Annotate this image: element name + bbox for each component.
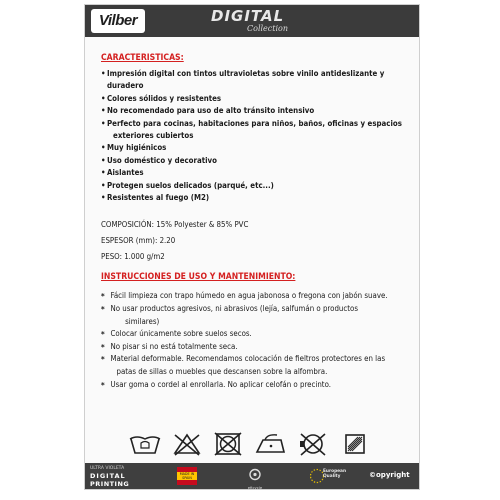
instruction-item: * Material deformable. Recomendamos colocación de fieltros protectores en las: [101, 352, 410, 365]
instruction-item: * Fácil limpieza con trapo húmedo en agua jabonosa o fregona con jabón suave.: [101, 289, 410, 302]
brand-sub-text: Collection: [247, 24, 289, 33]
list-item: • Perfecto para cocinas, habitaciones para niños, baños, oficinas y espacios: [101, 117, 410, 129]
footer-line1: ULTRA VIOLETA: [90, 466, 125, 471]
care-symbols: [125, 431, 375, 457]
iron-icon: [251, 431, 291, 457]
header-bar: [85, 5, 419, 37]
instruction-item: * Colocar únicamente sobre suelos secos.: [101, 327, 410, 340]
list-item: • Colores sólidos y resistentes: [101, 92, 410, 104]
footer-bar: [85, 463, 419, 489]
characteristics-title: CARACTERISTICAS:: [101, 53, 184, 63]
characteristics-list: [101, 67, 413, 203]
uv-digital-printing-mark: [90, 466, 129, 488]
list-item: • No recomendado para uso de alto tránsito intensivo: [101, 104, 410, 116]
no-dry-clean-icon: [293, 431, 333, 457]
footer-line3: PRINTING: [90, 480, 130, 488]
hand-wash-icon: [125, 431, 165, 457]
composition-text: COMPOSICIÓN: 15% Polyester & 85% PVC: [101, 219, 249, 230]
footer-line2: DIGITAL: [90, 472, 126, 480]
specs-block: [101, 216, 413, 264]
copyright-mark: ©opyright: [369, 471, 410, 479]
instructions-list: [101, 289, 413, 390]
instruction-item: * Usar goma o cordel al enrollarla. No aplicar celofán o precinto.: [101, 378, 410, 391]
weight-text: PESO: 1.000 g/m2: [101, 251, 165, 262]
vilber-logo: Vilber: [91, 9, 145, 33]
instruction-item-continuation: similares): [125, 315, 160, 326]
instruction-item: * No usar productos agresivos, ni abrasivos (lejía, salfumán o productos: [101, 302, 410, 315]
no-tumble-dry-icon: [209, 431, 249, 457]
made-in-label: MADE IN SPAIN: [179, 472, 195, 480]
recycle-icon: [248, 468, 262, 481]
eficycle-logo: [245, 466, 265, 490]
instructions-title: INSTRUCCIONES DE USO Y MANTENIMIENTO:: [101, 272, 296, 283]
list-item: • Uso doméstico y decorativo: [101, 154, 410, 166]
thickness-text: ESPESOR (mm): 2.20: [101, 235, 176, 246]
product-label-card: [84, 4, 420, 490]
list-item: • Resistentes al fuego (M2): [101, 191, 410, 203]
instruction-item-continuation: patas de sillas o muebles que descansen sobre la alfombra.: [116, 366, 328, 377]
european-quality-badge: [309, 466, 349, 486]
instruction-item: * No pisar si no está totalmente seca.: [101, 340, 410, 353]
eficycle-label: eficycle: [247, 485, 263, 490]
label-content: [101, 53, 413, 390]
no-wringing-icon: [335, 431, 375, 457]
digital-collection-brand: [211, 8, 311, 36]
made-in-spain-flag: [177, 467, 197, 485]
european-quality-label: European Quality: [323, 469, 347, 479]
list-item: • Muy higiénicos: [101, 141, 410, 153]
list-item: • Impresión digital con tintos ultravioletas sobre vinilo antideslizante y duradero: [101, 67, 410, 92]
list-item: • Aislantes: [101, 166, 410, 178]
list-item-continuation: exteriores cubiertos: [113, 130, 194, 141]
brand-main-text: DIGITAL: [211, 7, 285, 25]
no-bleach-icon: [167, 431, 207, 457]
list-item: • Protegen suelos delicados (parqué, etc...): [101, 179, 410, 191]
